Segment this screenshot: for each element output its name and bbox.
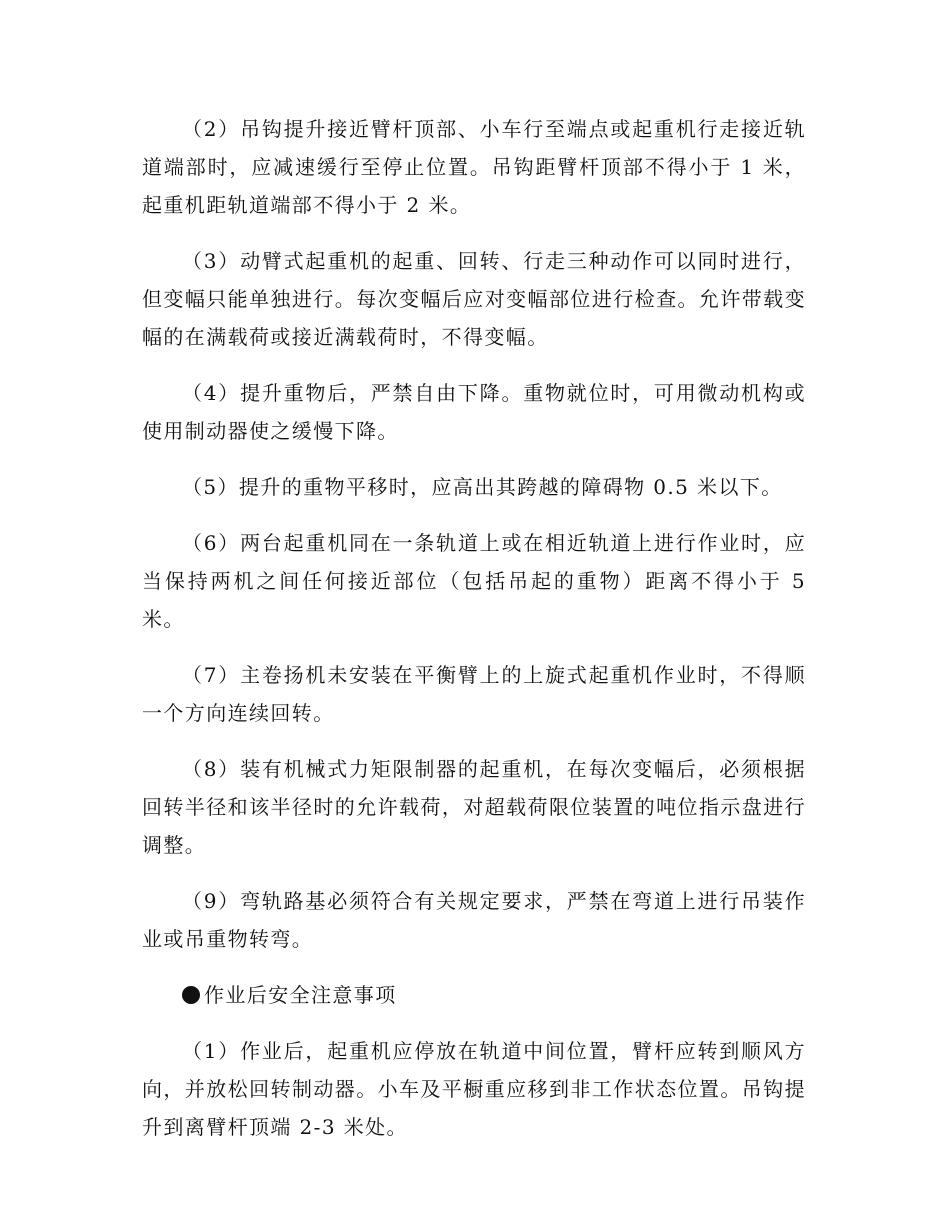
- paragraph-item-5: （5）提升的重物平移时，应高出其跨越的障碍物 0.5 米以下。: [182, 475, 783, 499]
- section-heading-text: 作业后安全注意事项: [204, 983, 397, 1007]
- paragraph-item-2: （2）吊钩提升接近臂杆顶部、小车行至端点或起重机行走接近轨道端部时，应减速缓行至停止位置。吊钩距臂杆顶部不得小于 1 米，起重机距轨道端部不得小于 2 米。: [142, 117, 806, 217]
- paragraph-after-item-1: （1）作业后，起重机应停放在轨道中间位置，臂杆应转到顺风方向，并放松回转制动器。小车及平橱重应移到非工作状态位置。吊钩提升到离臂杆顶端 2-3 米处。: [142, 1039, 806, 1139]
- paragraph-item-4: （4）提升重物后，严禁自由下降。重物就位时，可用微动机构或使用制动器使之缓慢下降。: [142, 381, 806, 443]
- paragraph-item-9: （9）弯轨路基必须符合有关规定要求，严禁在弯道上进行吊装作业或吊重物转弯。: [142, 889, 806, 951]
- paragraph-item-6: （6）两台起重机同在一条轨道上或在相近轨道上进行作业时，应当保持两机之间任何接近部位（包括吊起的重物）距离不得小于 5 米。: [142, 531, 806, 631]
- section-heading: [142, 976, 806, 1014]
- document-body: [142, 110, 806, 1164]
- paragraph-item-7: （7）主卷扬机未安装在平衡臂上的上旋式起重机作业时，不得顺一个方向连续回转。: [142, 663, 806, 725]
- paragraph-item-3: （3）动臂式起重机的起重、回转、行走三种动作可以同时进行，但变幅只能单独进行。每次变幅后应对变幅部位进行检查。允许带载变幅的在满载荷或接近满载荷时，不得变幅。: [142, 249, 806, 349]
- paragraph-item-8: （8）装有机械式力矩限制器的起重机，在每次变幅后，必须根据回转半径和该半径时的允许载荷，对超载荷限位装置的吨位指示盘进行调整。: [142, 757, 806, 857]
- bullet-dot-icon: [182, 986, 200, 1004]
